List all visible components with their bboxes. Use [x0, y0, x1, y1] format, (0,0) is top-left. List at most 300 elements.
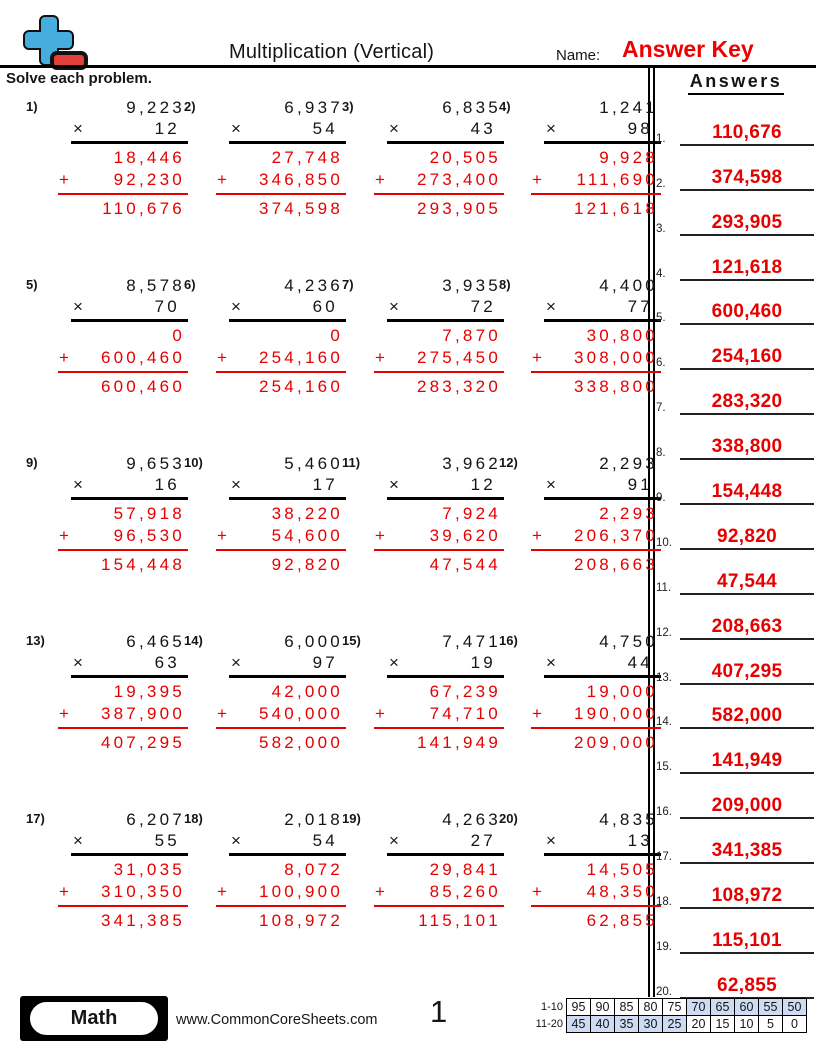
problem-work: [216, 453, 346, 576]
partial-product-1: 18,446: [113, 148, 185, 167]
multiply-row: [58, 118, 188, 139]
addition-row: [58, 169, 188, 191]
partial-product-2: 39,620: [429, 526, 501, 545]
page-number: 1: [430, 994, 448, 1029]
partial-product-2: 100,900: [258, 882, 343, 901]
answers-heading-text: Answers: [688, 71, 785, 95]
answer-value: 154,448: [680, 482, 814, 505]
partial-product-1: 42,000: [271, 682, 343, 701]
multiply-row: [58, 652, 188, 673]
addition-row: [374, 347, 504, 369]
addition-row: [58, 703, 188, 725]
addition-line: [374, 371, 504, 373]
problem-number: 13): [26, 633, 45, 648]
partial-product-2: 190,000: [573, 704, 658, 723]
product: 92,820: [271, 555, 343, 574]
problem-20: [498, 809, 658, 987]
problem-number: 15): [342, 633, 361, 648]
multiplication-line: [71, 675, 188, 678]
product: 338,800: [573, 377, 658, 396]
plus-sign: +: [532, 526, 542, 545]
problem-work: [58, 97, 188, 220]
answer-item-4: [656, 236, 814, 281]
addition-row: [531, 525, 661, 547]
answer-value: 293,905: [680, 213, 814, 236]
partial-product-2: 74,710: [429, 704, 501, 723]
partial-product-1: 2,293: [599, 504, 658, 523]
addition-row: [374, 525, 504, 547]
addition-row: [374, 881, 504, 903]
answer-number: 19.: [656, 940, 672, 953]
answer-item-5: [656, 281, 814, 326]
partial-product-2: 54,600: [271, 526, 343, 545]
problem-11: [341, 453, 501, 631]
partial-product-2: 206,370: [573, 526, 658, 545]
multiplication-line: [387, 497, 504, 500]
answer-item-18: [656, 864, 814, 909]
answer-value: 582,000: [680, 706, 814, 729]
times-sign: ×: [389, 831, 399, 850]
answer-item-15: [656, 729, 814, 774]
problem-work: [216, 275, 346, 398]
grading-cell: 75: [663, 999, 687, 1016]
problem-6: [183, 275, 341, 453]
partial-product-2: 308,000: [573, 348, 658, 367]
grading-cell: 60: [735, 999, 759, 1016]
grading-cell: 90: [591, 999, 615, 1016]
answer-number: 4.: [656, 267, 666, 280]
product: 293,905: [416, 199, 501, 218]
problem-number: 20): [499, 811, 518, 826]
multiply-row: [216, 652, 346, 673]
problem-10: [183, 453, 341, 631]
grading-cell: 85: [615, 999, 639, 1016]
problem-work: [216, 97, 346, 220]
multiplication-line: [229, 853, 346, 856]
partial-product-2: 96,530: [113, 526, 185, 545]
multiplier: 13: [627, 831, 653, 850]
multiplier: 91: [627, 475, 653, 494]
times-sign: ×: [546, 653, 556, 672]
multiplication-line: [229, 319, 346, 322]
grading-cell: 45: [567, 1016, 591, 1033]
answer-value: 47,544: [680, 572, 814, 595]
product: 374,598: [258, 199, 343, 218]
partial-product-1: 9,928: [599, 148, 658, 167]
partial-product-1: 14,505: [586, 860, 658, 879]
answer-value: 110,676: [680, 123, 814, 146]
plus-sign: +: [217, 704, 227, 723]
product: 110,676: [102, 199, 185, 218]
answer-value: 338,800: [680, 437, 814, 460]
grading-cell: 35: [615, 1016, 639, 1033]
product: 582,000: [258, 733, 343, 752]
partial-product-1: 29,841: [429, 860, 501, 879]
grading-cell: 20: [687, 1016, 711, 1033]
answer-number: 1.: [656, 132, 666, 145]
answer-number: 14.: [656, 716, 672, 729]
answer-number: 20.: [656, 985, 672, 998]
answer-value: 341,385: [680, 841, 814, 864]
problem-work: [216, 631, 346, 754]
answer-number: 6.: [656, 357, 666, 370]
multiplicand: 4,835: [599, 810, 658, 829]
problem-number: 7): [342, 277, 354, 292]
multiply-row: [374, 296, 504, 317]
problem-number: 10): [184, 455, 203, 470]
answer-item-7: [656, 370, 814, 415]
product: 407,295: [100, 733, 185, 752]
addition-row: [531, 881, 661, 903]
multiply-row: [216, 296, 346, 317]
addition-row: [531, 347, 661, 369]
answer-number: 15.: [656, 761, 672, 774]
multiplier: 70: [154, 297, 180, 316]
answer-item-12: [656, 595, 814, 640]
times-sign: ×: [231, 831, 241, 850]
multiplier: 12: [154, 119, 180, 138]
product: 62,855: [586, 911, 658, 930]
multiplier: 77: [627, 297, 653, 316]
answer-value: 115,101: [680, 931, 814, 954]
problem-work: [374, 809, 504, 932]
problem-7: [341, 275, 501, 453]
partial-product-1: 0: [172, 326, 185, 345]
multiplier: 12: [470, 475, 496, 494]
multiplication-line: [71, 497, 188, 500]
answer-item-16: [656, 774, 814, 819]
multiply-row: [374, 652, 504, 673]
product: 141,949: [416, 733, 501, 752]
grading-row-2: [533, 1016, 807, 1033]
answers-heading: [657, 71, 815, 95]
multiplier: 19: [470, 653, 496, 672]
partial-product-1: 38,220: [271, 504, 343, 523]
answer-number: 2.: [656, 177, 666, 190]
times-sign: ×: [546, 119, 556, 138]
multiplier: 55: [154, 831, 180, 850]
problem-9: [25, 453, 183, 631]
subject-badge: [20, 996, 168, 1041]
multiplier: 17: [312, 475, 338, 494]
plus-sign: +: [375, 348, 385, 367]
problem-number: 8): [499, 277, 511, 292]
problem-17: [25, 809, 183, 987]
problem-1: [25, 97, 183, 275]
plus-sign: +: [59, 526, 69, 545]
problem-number: 1): [26, 99, 38, 114]
multiplication-line: [544, 853, 661, 856]
multiplicand: 5,460: [284, 454, 343, 473]
multiply-row: [58, 296, 188, 317]
partial-product-2: 273,400: [416, 170, 501, 189]
answer-value: 283,320: [680, 392, 814, 415]
problem-number: 6): [184, 277, 196, 292]
multiplicand: 3,962: [442, 454, 501, 473]
multiplicand: 6,000: [284, 632, 343, 651]
website-url: www.CommonCoreSheets.com: [176, 1012, 378, 1028]
times-sign: ×: [73, 297, 83, 316]
multiplier: 27: [470, 831, 496, 850]
multiply-row: [531, 474, 661, 495]
grading-cell: 70: [687, 999, 711, 1016]
problem-12: [498, 453, 658, 631]
partial-product-1: 19,395: [113, 682, 185, 701]
problem-number: 17): [26, 811, 45, 826]
grading-cell: 80: [639, 999, 663, 1016]
multiplicand: 6,465: [126, 632, 185, 651]
multiplicand: 1,241: [599, 98, 658, 117]
partial-product-1: 57,918: [113, 504, 185, 523]
multiplicand: 6,835: [442, 98, 501, 117]
multiplication-line: [544, 497, 661, 500]
answer-number: 11.: [656, 581, 672, 594]
grading-scale-table: [533, 998, 807, 1033]
addition-line: [216, 549, 346, 551]
partial-product-1: 30,800: [586, 326, 658, 345]
answer-value: 374,598: [680, 168, 814, 191]
multiply-row: [216, 474, 346, 495]
problem-work: [374, 453, 504, 576]
answer-value: 62,855: [680, 976, 814, 999]
partial-product-2: 85,260: [429, 882, 501, 901]
multiplier: 98: [627, 119, 653, 138]
answer-number: 5.: [656, 312, 666, 325]
multiply-row: [58, 474, 188, 495]
plus-sign: +: [217, 526, 227, 545]
grading-row-1: [533, 999, 807, 1016]
problem-8: [498, 275, 658, 453]
problem-number: 18): [184, 811, 203, 826]
answer-item-9: [656, 460, 814, 505]
answer-value: 108,972: [680, 886, 814, 909]
partial-product-1: 0: [330, 326, 343, 345]
partial-product-2: 275,450: [416, 348, 501, 367]
times-sign: ×: [73, 475, 83, 494]
grading-cell: 0: [783, 1016, 807, 1033]
multiplication-line: [71, 141, 188, 144]
name-label: Name:: [556, 47, 601, 64]
plus-sign: +: [217, 882, 227, 901]
answer-number: 16.: [656, 806, 672, 819]
multiplicand: 4,750: [599, 632, 658, 651]
problem-number: 14): [184, 633, 203, 648]
times-sign: ×: [73, 119, 83, 138]
addition-row: [216, 703, 346, 725]
problem-work: [58, 631, 188, 754]
problem-work: [531, 453, 661, 576]
addition-line: [58, 549, 188, 551]
addition-line: [374, 549, 504, 551]
times-sign: ×: [546, 475, 556, 494]
answers-list: [656, 101, 814, 999]
addition-row: [374, 169, 504, 191]
partial-product-2: 387,900: [100, 704, 185, 723]
plus-sign: +: [59, 348, 69, 367]
plus-sign: +: [532, 348, 542, 367]
problem-number: 3): [342, 99, 354, 114]
product: 341,385: [100, 911, 185, 930]
multiplication-line: [544, 319, 661, 322]
product: 209,000: [573, 733, 658, 752]
problem-number: 19): [342, 811, 361, 826]
addition-line: [58, 905, 188, 907]
answer-item-2: [656, 146, 814, 191]
plus-sign: +: [59, 170, 69, 189]
addition-row: [58, 525, 188, 547]
answer-value: 208,663: [680, 617, 814, 640]
addition-line: [58, 371, 188, 373]
times-sign: ×: [546, 297, 556, 316]
instruction-text: Solve each problem.: [6, 70, 152, 87]
grading-cell: 15: [711, 1016, 735, 1033]
multiplicand: 4,236: [284, 276, 343, 295]
multiply-row: [531, 296, 661, 317]
partial-product-2: 92,230: [113, 170, 185, 189]
partial-product-1: 8,072: [284, 860, 343, 879]
multiplicand: 9,653: [126, 454, 185, 473]
problem-16: [498, 631, 658, 809]
problem-2: [183, 97, 341, 275]
times-sign: ×: [389, 297, 399, 316]
answer-item-17: [656, 819, 814, 864]
plus-minus-math-logo: [22, 14, 90, 72]
problem-19: [341, 809, 501, 987]
multiply-row: [58, 830, 188, 851]
multiplier: 44: [627, 653, 653, 672]
answer-item-13: [656, 640, 814, 685]
answer-value: 254,160: [680, 347, 814, 370]
addition-line: [531, 549, 661, 551]
plus-sign: +: [59, 704, 69, 723]
header-rule: [0, 65, 816, 68]
product: 115,101: [418, 911, 501, 930]
addition-line: [58, 193, 188, 195]
answer-number: 18.: [656, 896, 672, 909]
product: 208,663: [573, 555, 658, 574]
grading-cell: 40: [591, 1016, 615, 1033]
grading-row-label: 1-10: [540, 1001, 563, 1013]
problem-5: [25, 275, 183, 453]
addition-row: [531, 703, 661, 725]
partial-product-1: 27,748: [271, 148, 343, 167]
multiplication-line: [387, 319, 504, 322]
answer-number: 8.: [656, 447, 666, 460]
grading-cell: 10: [735, 1016, 759, 1033]
multiply-row: [531, 652, 661, 673]
grading-cell: 50: [783, 999, 807, 1016]
multiplication-line: [71, 853, 188, 856]
addition-row: [216, 169, 346, 191]
times-sign: ×: [389, 475, 399, 494]
multiplicand: 9,223: [126, 98, 185, 117]
multiplication-line: [387, 675, 504, 678]
plus-sign: +: [375, 882, 385, 901]
problem-work: [531, 97, 661, 220]
answer-item-10: [656, 505, 814, 550]
answer-item-1: [656, 101, 814, 146]
plus-sign: +: [532, 704, 542, 723]
answer-item-19: [656, 909, 814, 954]
multiplication-line: [387, 141, 504, 144]
multiplicand: 3,935: [442, 276, 501, 295]
answer-value: 407,295: [680, 662, 814, 685]
partial-product-2: 254,160: [258, 348, 343, 367]
addition-row: [216, 525, 346, 547]
plus-sign: +: [375, 704, 385, 723]
problem-14: [183, 631, 341, 809]
problem-number: 9): [26, 455, 38, 470]
multiplier: 54: [312, 119, 338, 138]
answer-item-8: [656, 415, 814, 460]
page-title: Multiplication (Vertical): [229, 41, 435, 63]
plus-sign: +: [532, 882, 542, 901]
partial-product-1: 19,000: [586, 682, 658, 701]
plus-sign: +: [59, 882, 69, 901]
partial-product-1: 20,505: [429, 148, 501, 167]
multiplicand: 4,400: [599, 276, 658, 295]
multiplication-line: [544, 141, 661, 144]
plus-sign: +: [217, 348, 227, 367]
answer-item-3: [656, 191, 814, 236]
multiply-row: [374, 118, 504, 139]
problem-number: 16): [499, 633, 518, 648]
multiplicand: 2,293: [599, 454, 658, 473]
problem-work: [531, 809, 661, 932]
plus-sign: +: [217, 170, 227, 189]
product: 283,320: [416, 377, 501, 396]
multiplication-line: [544, 675, 661, 678]
multiplier: 54: [312, 831, 338, 850]
times-sign: ×: [546, 831, 556, 850]
multiplication-line: [229, 141, 346, 144]
plus-sign: +: [375, 526, 385, 545]
multiply-row: [531, 118, 661, 139]
problem-work: [374, 275, 504, 398]
answer-number: 13.: [656, 671, 672, 684]
multiply-row: [374, 830, 504, 851]
answer-number: 3.: [656, 222, 666, 235]
addition-line: [374, 193, 504, 195]
times-sign: ×: [73, 653, 83, 672]
times-sign: ×: [389, 119, 399, 138]
answer-key-label: Answer Key: [622, 36, 754, 62]
answer-number: 17.: [656, 851, 672, 864]
subject-label: Math: [27, 999, 161, 1038]
problem-work: [58, 809, 188, 932]
multiplier: 16: [154, 475, 180, 494]
grading-cell: 5: [759, 1016, 783, 1033]
multiplier: 63: [154, 653, 180, 672]
problem-15: [341, 631, 501, 809]
answer-value: 121,618: [680, 258, 814, 281]
product: 154,448: [100, 555, 185, 574]
problem-number: 12): [499, 455, 518, 470]
addition-line: [531, 905, 661, 907]
answer-item-14: [656, 685, 814, 730]
partial-product-1: 67,239: [429, 682, 501, 701]
times-sign: ×: [73, 831, 83, 850]
problem-number: 2): [184, 99, 196, 114]
multiplication-line: [229, 675, 346, 678]
grading-scale-body: [533, 999, 807, 1033]
answer-value: 141,949: [680, 751, 814, 774]
addition-row: [58, 347, 188, 369]
problem-work: [58, 275, 188, 398]
answer-value: 600,460: [680, 302, 814, 325]
addition-row: [58, 881, 188, 903]
grading-cell: 95: [567, 999, 591, 1016]
